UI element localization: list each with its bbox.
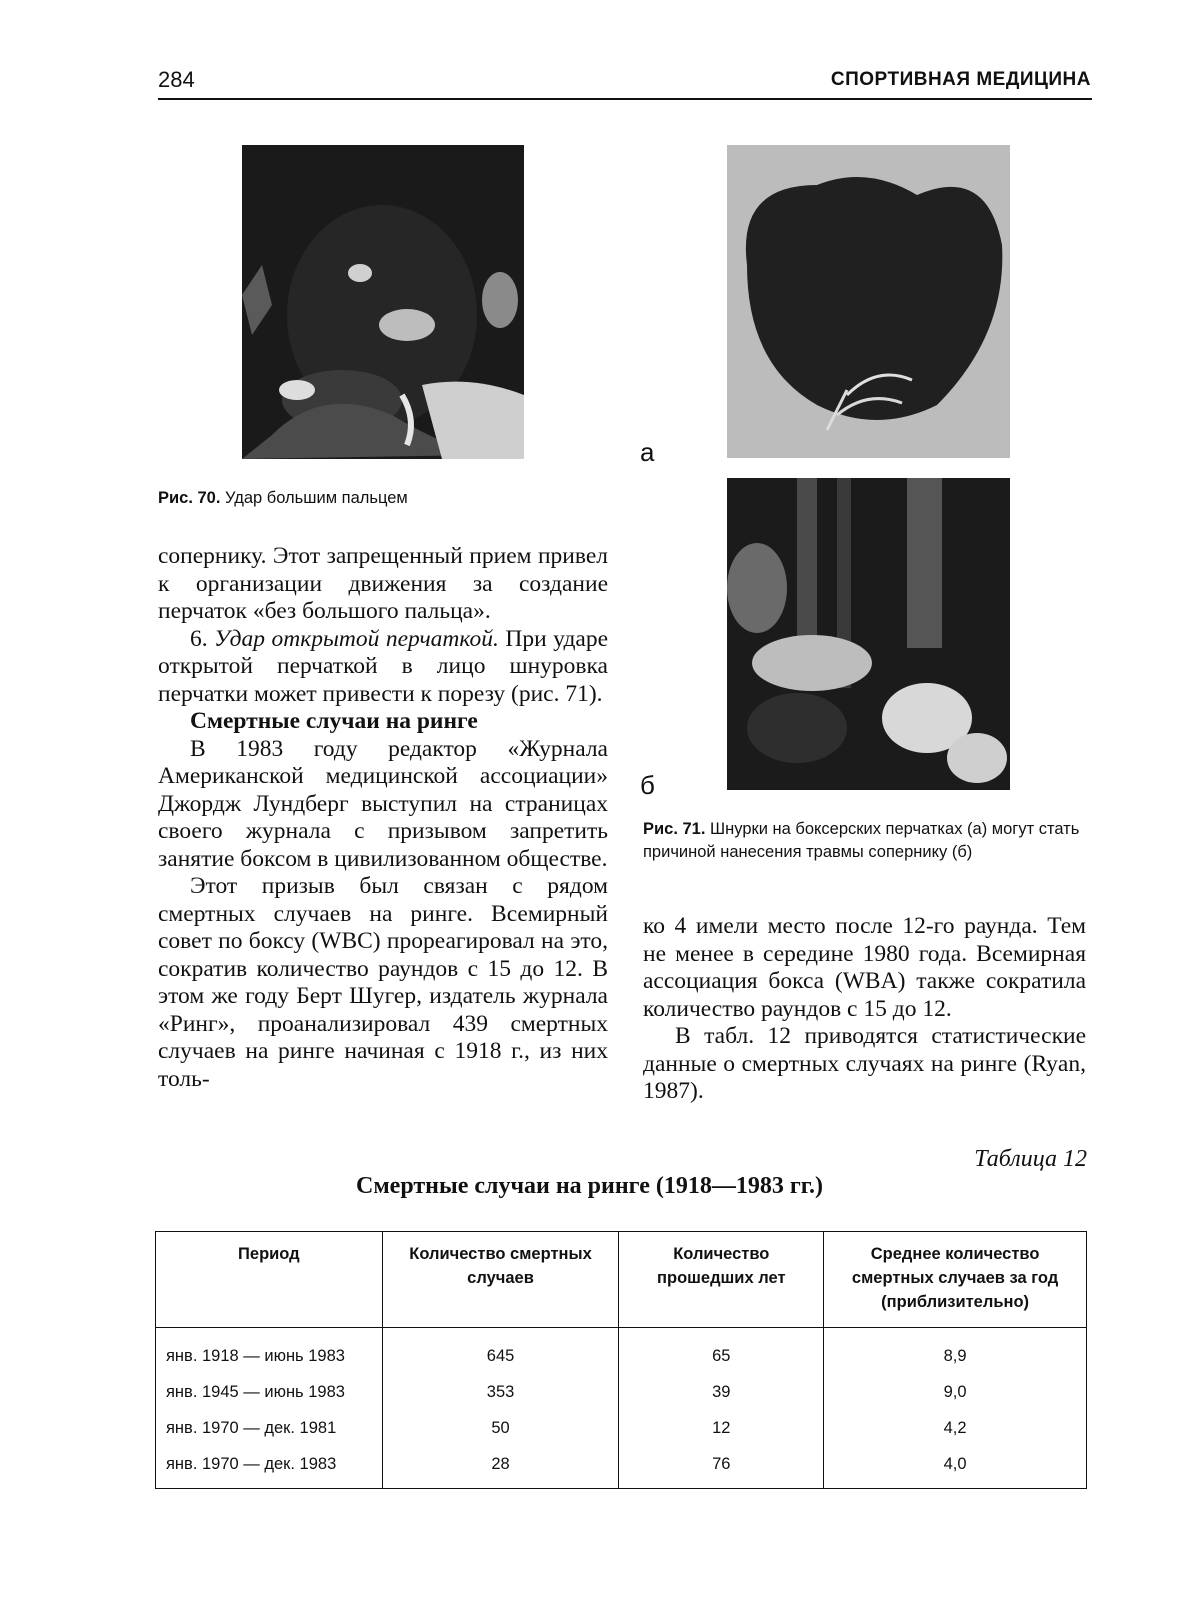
cell-period: янв. 1918 — июнь 1983 (156, 1328, 383, 1375)
paragraph-text: При ударе открытой перчаткой в лицо шнуровка перчатки может привести к порезу (рис. 71). (158, 625, 609, 707)
figure-70-caption (158, 487, 408, 510)
figure-70-caption-label: Рис. 70. (158, 489, 221, 507)
cell-average: 4,2 (824, 1410, 1087, 1446)
paragraph (158, 626, 608, 709)
table-row (156, 1374, 1087, 1410)
paragraph: ко 4 имели место после 12-го раунда. Тем не менее в середине 1980 года. Всемирная ассоциация бокса (WBA) также сократила количество раундов с 15 до 12. (643, 913, 1086, 1022)
figure-71-caption-text: Шнурки на боксерских перчатках (а) могут стать причиной нанесения травмы сопернику (б) (643, 820, 1080, 861)
header-rule (158, 98, 1092, 100)
cell-deaths: 645 (382, 1328, 619, 1375)
figure-71-caption (643, 818, 1093, 864)
table-title: Смертные случаи на ринге (1918—1983 гг.) (356, 1173, 823, 1199)
page-number: 284 (158, 67, 195, 92)
figure-71a-photo (727, 145, 1010, 458)
cell-average: 9,0 (824, 1374, 1087, 1410)
right-text-column (643, 913, 1086, 1106)
cell-years: 76 (619, 1446, 824, 1489)
figure-71b-label: б (640, 770, 655, 800)
paragraph: В 1983 году редактор «Журнала Американской медицинской ассоциации» Джордж Лундберг выступил на страницах своего журнала с призывом запретить занятие боксом в цивилизованном обществе. (158, 735, 608, 872)
cell-deaths: 50 (382, 1410, 619, 1446)
cell-period: янв. 1945 — июнь 1983 (156, 1374, 383, 1410)
cell-deaths: 28 (382, 1446, 619, 1489)
figure-71b-photo (727, 478, 1010, 790)
figure-71-caption-label: Рис. 71. (643, 820, 706, 838)
column-header-average: Среднее количество смертных случаев за год (приблизительно) (824, 1232, 1087, 1328)
figure-71a-label: а (640, 437, 655, 467)
cell-period: янв. 1970 — дек. 1981 (156, 1410, 383, 1446)
figure-70-photo (242, 145, 524, 459)
cell-deaths: 353 (382, 1374, 619, 1410)
cell-average: 8,9 (824, 1328, 1087, 1375)
running-title: СПОРТИВНАЯ МЕДИЦИНА (830, 69, 1091, 90)
cell-years: 65 (619, 1328, 824, 1375)
table-header-row (156, 1232, 1087, 1328)
figure-70-caption-text: Удар большим пальцем (220, 489, 408, 507)
section-subheading: Смертные случаи на ринге (190, 708, 478, 734)
table-row (156, 1446, 1087, 1489)
left-text-column (158, 543, 608, 1093)
cell-average: 4,0 (824, 1446, 1087, 1489)
table-label: Таблица 12 (974, 1146, 1087, 1172)
paragraph: Этот призыв был связан с рядом смертных случаев на ринге. Всемирный совет по боксу (WBC) прореагировал на это, сократив количество раундов с 15 до 12. В этом же году Берт Шугер, издатель журнала «Ринг», проанализировал 439 смертных случаев на ринге начиная с 1918 г., из них толь- (158, 873, 608, 1092)
table-row (156, 1328, 1087, 1375)
table-row (156, 1410, 1087, 1446)
list-number: 6. (190, 625, 215, 652)
cell-period: янв. 1970 — дек. 1983 (156, 1446, 383, 1489)
italic-heading: Удар открытой перчаткой. (214, 625, 499, 652)
cell-years: 12 (619, 1410, 824, 1446)
deaths-table (155, 1231, 1087, 1489)
cell-years: 39 (619, 1374, 824, 1410)
column-header-years: Количество прошедших лет (619, 1232, 824, 1328)
column-header-deaths: Количество смертных случаев (382, 1232, 619, 1328)
paragraph: сопернику. Этот запрещенный прием привел к организации движения за создание перчаток «без большого пальца». (158, 543, 608, 624)
column-header-period: Период (156, 1232, 383, 1328)
paragraph: В табл. 12 приводятся статистические данные о смертных случаях на ринге (Ryan, 1987). (643, 1023, 1086, 1104)
